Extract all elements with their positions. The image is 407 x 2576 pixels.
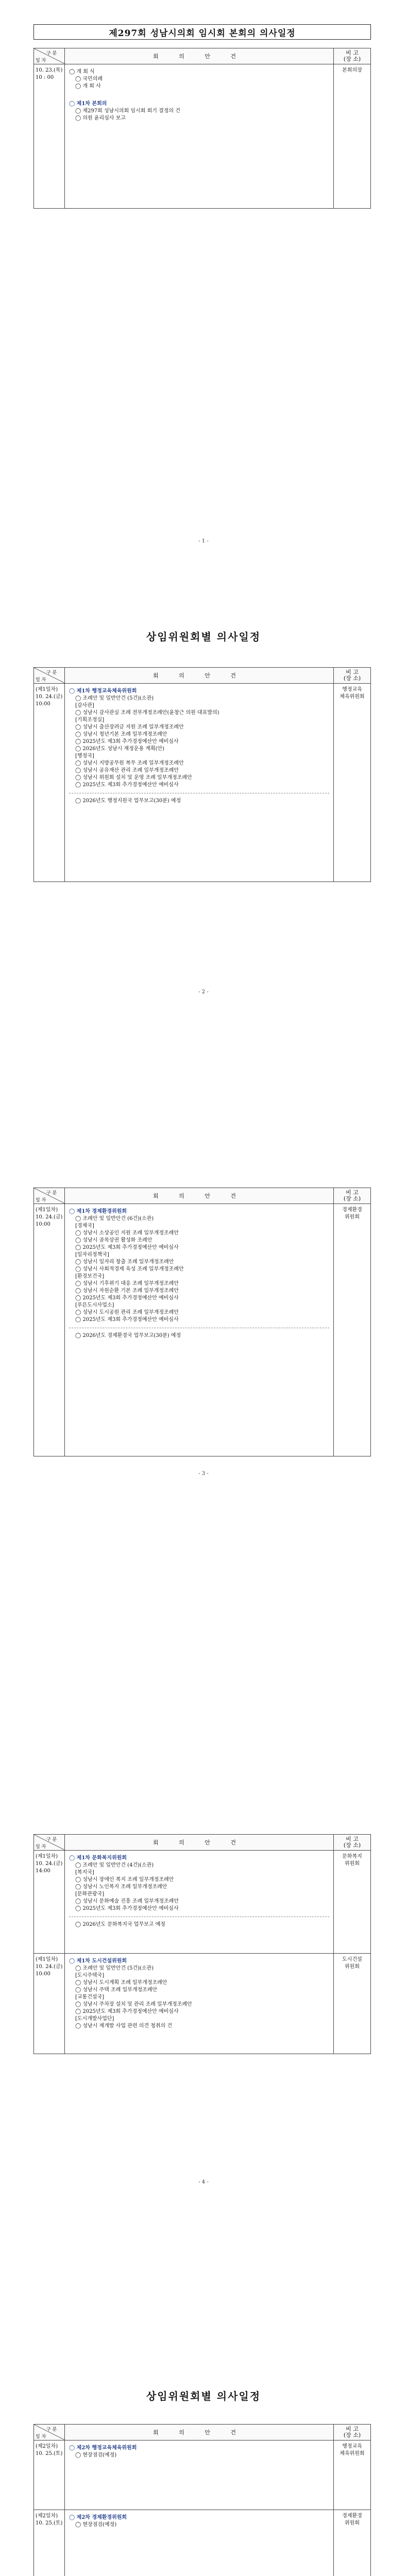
agenda-row: (제2일차) 10. 25.(토) ◯ 제2차 행정교육체육위원회 ◯ 현장점검(예정) 행정교육 체육위원회 (34, 2441, 371, 2510)
page-5 (0, 2308, 407, 2576)
page-title: 제297회 성남시의회 임시회 본회의 의사일정 (33, 24, 371, 40)
agenda-note: 행정교육 체육위원회 (334, 684, 371, 882)
page-3 (0, 1154, 407, 1731)
agenda-table: 구 분 일 자 회 의 안 건 비 고 (장 소) (제1일차) 10. 24.(금) 10:00 ◯ 제1차 경제환경위원회 ◯ 조례안 및 일반안건 (6건)(소관) [경제국] ◯ 성남시 소상공인 지원 조례 일부개정조례안 ◯ 성남시 골목상권 활성화 조례안 ◯ 2025년도 제3회 추가경정예산안 예비심사 [일자리정책국] ◯ 성남시 일자리 창출 조례 일부개정조례안 ◯ 성남시 사회적경제 육성 조례 일부개정조례안 [환경보건국] ◯ 성남시 기후위기 대응 조례 일부개정조례안 ◯ 성남시 자원순환 기본 조례 일부개정조례안 ◯ 2025년도 제3회 추가경정예산안 예비심사 [푸른도시사업소] ◯ 성남시 도시공원 관리 조례 일부개정조례안 ◯ 2025년도 제3회 추가경정예산안 예비심사 ◯ 2026년도 경제환경국 업무보고(30분) 예정 경제환경 위원회 (33, 1188, 371, 1456)
agenda-body: ◯ 제1차 경제환경위원회 ◯ 조례안 및 일반안건 (6건)(소관) [경제국] ◯ 성남시 소상공인 지원 조례 일부개정조례안 ◯ 성남시 골목상권 활성화 조례안 ◯ 2025년도 제3회 추가경정예산안 예비심사 [일자리정책국] ◯ 성남시 일자리 창출 조례 일부개정조례안 ◯ 성남시 사회적경제 육성 조례 일부개정조례안 [환경보건국] ◯ 성남시 기후위기 대응 조례 일부개정조례안 ◯ 성남시 자원순환 기본 조례 일부개정조례안 ◯ 2025년도 제3회 추가경정예산안 예비심사 [푸른도시사업소] ◯ 성남시 도시공원 관리 조례 일부개정조례안 ◯ 2025년도 제3회 추가경정예산안 예비심사 ◯ 2026년도 경제환경국 업무보고(30분) 예정 (65, 1204, 334, 1456)
agenda-table (33, 48, 371, 209)
agenda-row: (제1일차) 10. 24.(금) 14:00 ◯ 제1차 문화복지위원회 ◯ 조례안 및 일반안건 (4건)(소관) [복지국] ◯ 성남시 장애인 복지 조례 일부개정조례안 ◯ 성남시 노인복지 조례 일부개정조례안 [문화관광국] ◯ 성남시 문화예술 진흥 조례 일부개정조례안 ◯ 2025년도 제3회 추가경정예산안 예비심사 ◯ 2026년도 문화복지국 업무보고 예정 문화복지 위원회 (34, 1851, 371, 1954)
page-number: - 4 - (198, 2179, 209, 2185)
session-title: ◯ 제1차 행정교육체육위원회 (69, 688, 137, 694)
page-title: 상임위원회별 의사일정 (146, 2390, 261, 2402)
page-number: - 1 - (198, 538, 209, 544)
header-note: 비 고 (장 소) (334, 48, 371, 64)
agenda-table: 구 분 일 자 회 의 안 건 비 고 (장 소) (제1일차) 10. 24.(금) 14:00 ◯ 제1차 문화복지위원회 ◯ 조례안 및 일반안건 (4건)(소관) [복지국] ◯ 성남시 장애인 복지 조례 일부개정조례안 ◯ 성남시 노인복지 조례 일부개정조례안 [문화관광국] ◯ 성남시 문화예술 진흥 조례 일부개정조례안 ◯ 2025년도 제3회 추가경정예산안 예비심사 ◯ 2026년도 문화복지국 업무보고 예정 문화복지 위원회 (제1일차) 10. 24.(금) 10:00 ◯ 제1차 도시건설위원회 ◯ 조례안 및 일반안건 (5건)(소관) [도시주택국] ◯ 성남시 도시계획 조례 일부개정조례안 ◯ 성남시 주택 조례 일부개정조례안 [교통건설국] ◯ 성남시 주차장 설치 및 관리 조례 일부개정조례안 ◯ 2025년도 제3회 추가경정예산안 예비심사 [도시개발사업단] ◯ 성남시 재개발 사업 관련 의견 청취의 건 도시건설 위원회 (33, 1834, 371, 2054)
agenda-table: 구 분 일 자 회 의 안 건 비 고 (장 소) (제2일차) 10. 25.(토) ◯ 제2차 행정교육체육위원회 ◯ 현장점검(예정) 행정교육 체육위원회 (제2일차) 10. 25.(토) ◯ 제2차 경제환경위원회 ◯ 현장점검(예정) 경제환경 위원회 (33, 2424, 371, 2576)
page-2 (0, 577, 407, 1154)
agenda-table: 구 분 일 자 회 의 안 건 비 고 (장 소) (제1일차) 10. 24.(금) 10:00 ◯ 제1차 행정교육체육위원회 ◯ 조례안 및 일반안건 (5건)(소관) [감사관] ◯ 성남시 감사관실 조례 전부개정조례안(윤창근 의원 대표발의) [기획조정실] ◯ 성남시 출산장려금 지원 조례 일부개정조례안 ◯ 성남시 청년기본 조례 일부개정조례안 ◯ 2025년도 제3회 추가경정예산안 예비심사 ◯ 2026년도 성남시 재정운용 계획(안) [행정국] ◯ 성남시 지방공무원 복무 조례 일부개정조례안 ◯ 성남시 공유재산 관리 조례 일부개정조례안 ◯ 성남시 위원회 설치 및 운영 조례 일부개정조례안 ◯ 2025년도 제3회 추가경정예산안 예비심사 ◯ 2026년도 행정지원국 업무보고(30분) 예정 행정교육 체육위원회 (33, 667, 371, 882)
agenda-date: (제1일차) 10. 24.(금) 10:00 (34, 684, 65, 882)
header-date: 구 분 일 자 (34, 48, 65, 64)
agenda-body: ◯ 개 회 식 ◯ 국민의례 ◯ 개 회 사 ◯ 제1차 본회의 ◯ 제297회 성남시의회 임시회 회기 결정의 건 ◯ 의원 윤리심사 보고 (65, 64, 334, 209)
session-title: ◯ 제1차 도시건설위원회 (69, 1958, 127, 1964)
page-number: - 3 - (198, 1471, 209, 1477)
agenda-row: (제2일차) 10. 25.(토) ◯ 제2차 경제환경위원회 ◯ 현장점검(예정) 경제환경 위원회 (34, 2510, 371, 2576)
page-1 (0, 0, 407, 577)
agenda-body: ◯ 제1차 행정교육체육위원회 ◯ 조례안 및 일반안건 (5건)(소관) [감사관] ◯ 성남시 감사관실 조례 전부개정조례안(윤창근 의원 대표발의) [기획조정실] ◯ 성남시 출산장려금 지원 조례 일부개정조례안 ◯ 성남시 청년기본 조례 일부개정조례안 ◯ 2025년도 제3회 추가경정예산안 예비심사 ◯ 2026년도 성남시 재정운용 계획(안) [행정국] ◯ 성남시 지방공무원 복무 조례 일부개정조례안 ◯ 성남시 공유재산 관리 조례 일부개정조례안 ◯ 성남시 위원회 설치 및 운영 조례 일부개정조례안 ◯ 2025년도 제3회 추가경정예산안 예비심사 ◯ 2026년도 행정지원국 업무보고(30분) 예정 (65, 684, 334, 882)
session-title: ◯ 제1차 문화복지위원회 (69, 1855, 127, 1861)
agenda-date: (제1일차) 10. 24.(금) 10:00 (34, 1204, 65, 1456)
page-number: - 2 - (198, 989, 209, 995)
header-content: 회 의 안 건 (65, 48, 334, 64)
agenda-note: 본회의장 (334, 64, 371, 209)
session-title: ◯ 제1차 경제환경위원회 (69, 1209, 127, 1214)
agenda-date: 10. 23.(목) 10 : 00 (34, 64, 65, 209)
session-title: ◯ 제1차 본회의 (69, 101, 107, 107)
page-4 (0, 1731, 407, 2308)
agenda-note: 경제환경 위원회 (334, 1204, 371, 1456)
agenda-row: (제1일차) 10. 24.(금) 10:00 ◯ 제1차 도시건설위원회 ◯ 조례안 및 일반안건 (5건)(소관) [도시주택국] ◯ 성남시 도시계획 조례 일부개정조례안 ◯ 성남시 주택 조례 일부개정조례안 [교통건설국] ◯ 성남시 주차장 설치 및 관리 조례 일부개정조례안 ◯ 2025년도 제3회 추가경정예산안 예비심사 [도시개발사업단] ◯ 성남시 재개발 사업 관련 의견 청취의 건 도시건설 위원회 (34, 1954, 371, 2054)
page-title: 상임위원회별 의사일정 (146, 631, 261, 643)
